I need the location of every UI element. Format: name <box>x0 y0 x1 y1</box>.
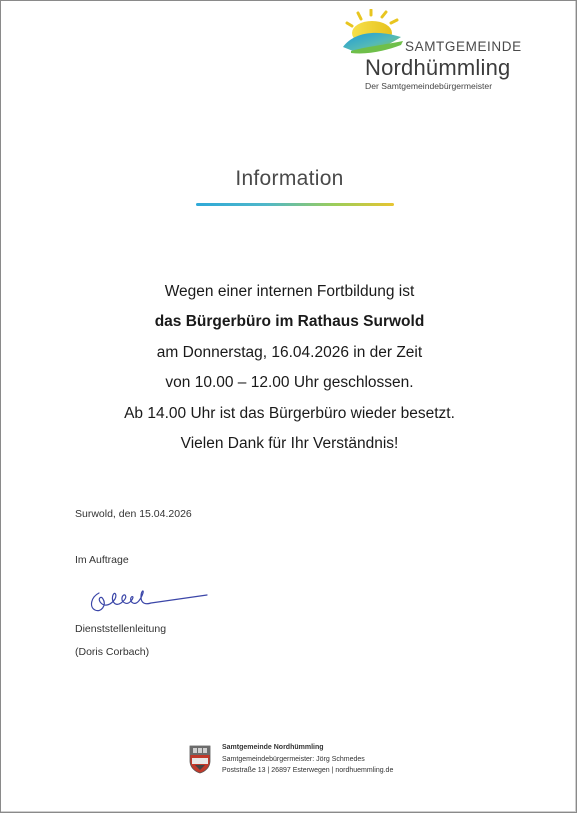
org-name-main: Nordhümmling <box>365 55 511 80</box>
notice-line-4: von 10.00 – 12.00 Uhr geschlossen. <box>165 374 414 392</box>
notice-line-6: Vielen Dank für Ihr Verständnis! <box>180 434 399 452</box>
letterhead-footer <box>189 742 449 778</box>
samtgemeinde-logo <box>339 9 539 99</box>
footer-mayor: Samtgemeindebürgermeister: Jörg Schmedes <box>222 755 365 763</box>
notice-body <box>1 277 577 459</box>
notice-line-1: Wegen einer internen Fortbildung ist <box>164 283 415 300</box>
org-name-top: SAMTGEMEINDE <box>405 39 522 54</box>
signatory-name: (Doris Corbach) <box>75 646 150 658</box>
org-subtitle: Der Samtgemeindebürgermeister <box>365 81 493 91</box>
coat-of-arms-icon <box>189 744 211 774</box>
notice-line-3: am Donnerstag, 16.04.2026 in der Zeit <box>156 343 423 361</box>
on-behalf-label: Im Auftrage <box>75 554 129 566</box>
title-underline <box>196 203 394 206</box>
footer-org-name: Samtgemeinde Nordhümmling <box>222 744 324 751</box>
signatory-role: Dienststellenleitung <box>75 623 167 635</box>
footer-address-line: Poststraße 13 | 26897 Esterwegen | nordhuemmling.de <box>222 767 394 774</box>
document-title: Information <box>235 167 344 190</box>
notice-line-2: das Bürgerbüro im Rathaus Surwold <box>154 313 425 331</box>
handwritten-signature <box>85 583 211 619</box>
sun-hill-logo-icon <box>341 9 407 59</box>
footer-address <box>222 742 393 777</box>
notice-line-5: Ab 14.00 Uhr ist das Bürgerbüro wieder besetzt. <box>124 404 455 422</box>
place-date: Surwold, den 15.04.2026 <box>75 508 192 520</box>
